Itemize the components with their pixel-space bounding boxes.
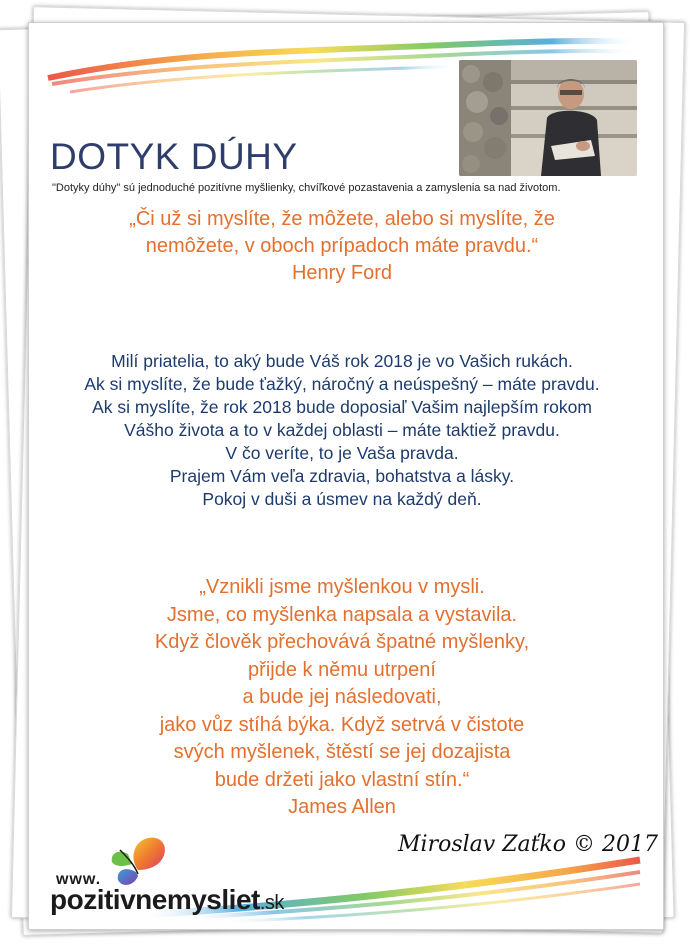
quote-line: přijde k němu utrpení <box>248 658 436 681</box>
site-logo[interactable] <box>50 884 284 916</box>
logo-name: pozitivnemysliet <box>50 884 260 915</box>
logo-www: www. <box>56 871 102 888</box>
message-line: Ak si myslíte, že bude ťažký, náročný a neúspešný – máte pravdu. <box>84 374 600 394</box>
quote-line: svých myšlenek, štěstí se jej dozajista <box>173 741 511 763</box>
quote-james-allen <box>30 574 654 822</box>
quote-line: a bude jej následovati, <box>242 686 442 708</box>
new-year-message <box>30 350 654 511</box>
logo-tld: .sk <box>259 892 284 914</box>
quote-henry-ford <box>30 206 654 287</box>
quote-author: James Allen <box>288 796 396 818</box>
message-line: Milí priatelia, to aký bude Váš rok 2018 je vo Vašich rukách. <box>111 351 573 371</box>
message-line: Pokoj v duši a úsmev na každý deň. <box>202 489 482 509</box>
page-title: DOTYK DÚHY <box>50 136 298 177</box>
message-line: Prajem Vám veľa zdravia, bohatstva a lásky. <box>169 466 515 486</box>
author-photo <box>459 60 637 176</box>
page-subtitle: "Dotyky dúhy" sú jednoduché pozitívne myšlienky, chvíľkové pozastavenia a zamyslenia sa nad životom. <box>52 182 561 194</box>
quote-line: „Vznikli jsme myšlenkou v mysli. <box>199 576 485 598</box>
message-line: Vášho života a to v každej oblasti – máte taktiež pravdu. <box>124 420 560 440</box>
quote-line: „Či už si myslíte, že môžete, alebo si myslíte, že <box>129 208 555 230</box>
quote-line: bude držeti jako vlastní stín.“ <box>214 768 470 791</box>
quote-line: Jsme, co myšlenka napsala a vystavila. <box>166 603 518 626</box>
author-signature: Miroslav Zaťko © 2017 <box>398 832 658 857</box>
message-line: V čo veríte, to je Vaša pravda. <box>225 443 459 463</box>
quote-author: Henry Ford <box>291 262 393 284</box>
quote-line: nemôžete, v oboch prípadoch máte pravdu.“ <box>145 235 539 257</box>
butterfly-logo-icon <box>108 830 188 890</box>
quote-line: jako vůz stíhá býka. Když setrvá v čistote <box>159 713 525 736</box>
quote-line: Když člověk přechovává špatné myšlenky, <box>154 631 530 653</box>
message-line: Ak si myslíte, že rok 2018 bude doposiaľ Vašim najlepším rokom <box>92 397 592 417</box>
